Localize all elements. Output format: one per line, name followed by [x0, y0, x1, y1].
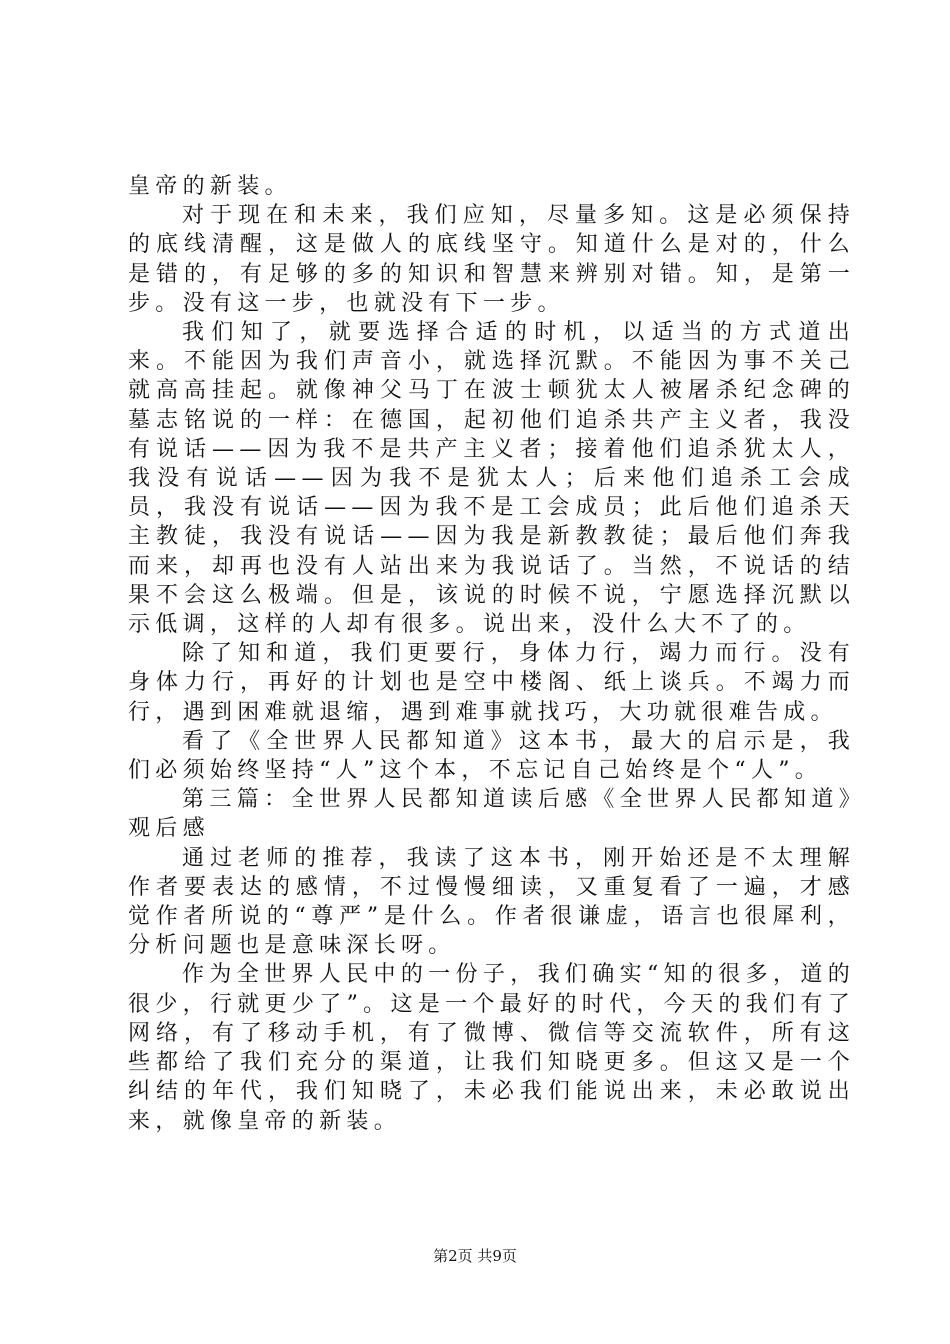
page-number-footer: 第2页 共9页: [433, 1247, 517, 1265]
paragraph-know: 对于现在和未来，我们应知，尽量多知。这是必须保持的底线清醒，这是做人的底线坚守。知道什么是对的，什么是错的，有足够的多的知识和智慧来辨别对错。知，是第一步。没有这一步，也就没有下一步。: [128, 203, 855, 316]
paragraph-era: 作为全世界人民中的一份子，我们确实“知的很多，道的很少，行就更少了”。这是一个最好的时代，今天的我们有了网络，有了移动手机，有了微博、微信等交流软件，所有这些都给了我们充分的渠道，让我们知晓更多。但这又是一个纠结的年代，我们知晓了，未必我们能说出来，未必敢说出来，就像皇帝的新装。: [128, 962, 855, 1134]
section-heading: 第三篇：全世界人民都知道读后感《全世界人民都知道》观后感: [128, 787, 855, 842]
paragraph-act: 除了知和道，我们更要行，身体力行，竭力而行。没有身体力行，再好的计划也是空中楼阁、纸上谈兵。不竭力而行，遇到困难就退缩，遇到难事就找巧，大功就很难告成。: [128, 641, 855, 725]
paragraph-speak: 我们知了，就要选择合适的时机，以适当的方式道出来。不能因为我们声音小，就选择沉默。不能因为事不关己就高高挂起。就像神父马丁在波士顿犹太人被屠杀纪念碑的墓志铭说的一样：在德国，起初他们追杀共产主义者，我没有说话——因为我不是共产主义者；接着他们追杀犹太人，我没有说话——因为我不是犹太人；后来他们追杀工会成员，我没有说话——因为我不是工会成员；此后他们追杀天主教徒，我没有说话——因为我是新教教徒；最后他们奔我而来，却再也没有人站出来为我说话了。当然，不说话的结果不会这么极端。但是，该说的时候不说，宁愿选择沉默以示低调，这样的人却有很多。说出来，没什么大不了的。: [128, 320, 855, 638]
paragraph-continuation: 皇帝的新装。: [128, 174, 292, 199]
document-body: [128, 172, 855, 1136]
paragraph-recommendation: 通过老师的推荐，我读了这本书，刚开始还是不太理解作者要表达的感情，不过慢慢细读，又重复看了一遍，才感觉作者所说的“尊严”是什么。作者很谦虚，语言也很犀利，分析问题也是意味深长呀。: [128, 845, 855, 959]
paragraph-conclusion: 看了《全世界人民都知道》这本书，最大的启示是，我们必须始终坚持“人”这个本，不忘记自己始终是个“人”。: [128, 728, 855, 784]
